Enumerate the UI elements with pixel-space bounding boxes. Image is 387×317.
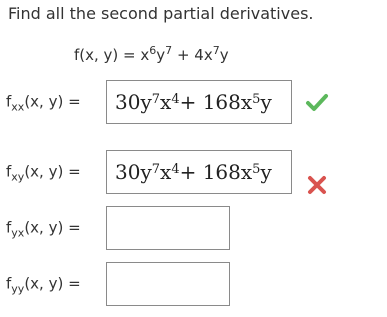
ans-part: x <box>160 90 172 114</box>
label-f: f <box>6 218 12 237</box>
label-fxx <box>6 93 81 114</box>
function-lhs: f(x, y) = <box>74 46 141 64</box>
ans-exp: 5 <box>252 161 261 177</box>
term1-y: y <box>156 46 166 64</box>
answer-input-fyx[interactable] <box>106 206 230 250</box>
ans-exp: 7 <box>151 91 161 107</box>
term2-exp: 7 <box>212 44 220 57</box>
label-rest: (x, y) = <box>24 92 81 111</box>
ans-exp: 5 <box>252 91 261 107</box>
ans-part: y <box>260 160 272 184</box>
label-sub: xx <box>11 100 25 114</box>
label-f: f <box>6 92 12 111</box>
check-icon <box>305 91 329 115</box>
ans-exp: 4 <box>171 161 180 177</box>
label-sub: yy <box>11 282 25 296</box>
row-fxy <box>0 150 387 196</box>
plus-sign: + <box>172 46 195 64</box>
term2-coef: 4x <box>194 46 213 64</box>
ans-part: x <box>160 160 172 184</box>
label-sub: yx <box>11 226 25 240</box>
ans-part: y <box>260 90 272 114</box>
function-definition <box>74 44 229 64</box>
label-sub: xy <box>11 170 25 184</box>
answer-input-fxy[interactable] <box>106 150 292 194</box>
label-fyy <box>6 275 81 296</box>
question-prompt: Find all the second partial derivatives. <box>8 4 314 23</box>
ans-part: + 168x <box>179 160 253 184</box>
row-fyy <box>0 262 387 308</box>
ans-exp: 4 <box>171 91 180 107</box>
cross-icon <box>305 173 329 197</box>
label-fyx <box>6 219 81 240</box>
term1-yexp: 7 <box>165 44 173 57</box>
label-rest: (x, y) = <box>24 218 81 237</box>
label-f: f <box>6 274 12 293</box>
answer-input-fxx[interactable] <box>106 80 292 124</box>
ans-exp: 7 <box>151 161 161 177</box>
ans-part: 30y <box>115 90 152 114</box>
ans-part: + 168x <box>179 90 253 114</box>
term2-y: y <box>219 46 229 64</box>
label-fxy <box>6 163 81 184</box>
term1-base: x <box>140 46 150 64</box>
row-fxx <box>0 80 387 126</box>
ans-part: 30y <box>115 160 152 184</box>
answer-input-fyy[interactable] <box>106 262 230 306</box>
label-f: f <box>6 162 12 181</box>
row-fyx <box>0 206 387 252</box>
label-rest: (x, y) = <box>24 274 81 293</box>
label-rest: (x, y) = <box>24 162 81 181</box>
term1-exp: 6 <box>149 44 157 57</box>
